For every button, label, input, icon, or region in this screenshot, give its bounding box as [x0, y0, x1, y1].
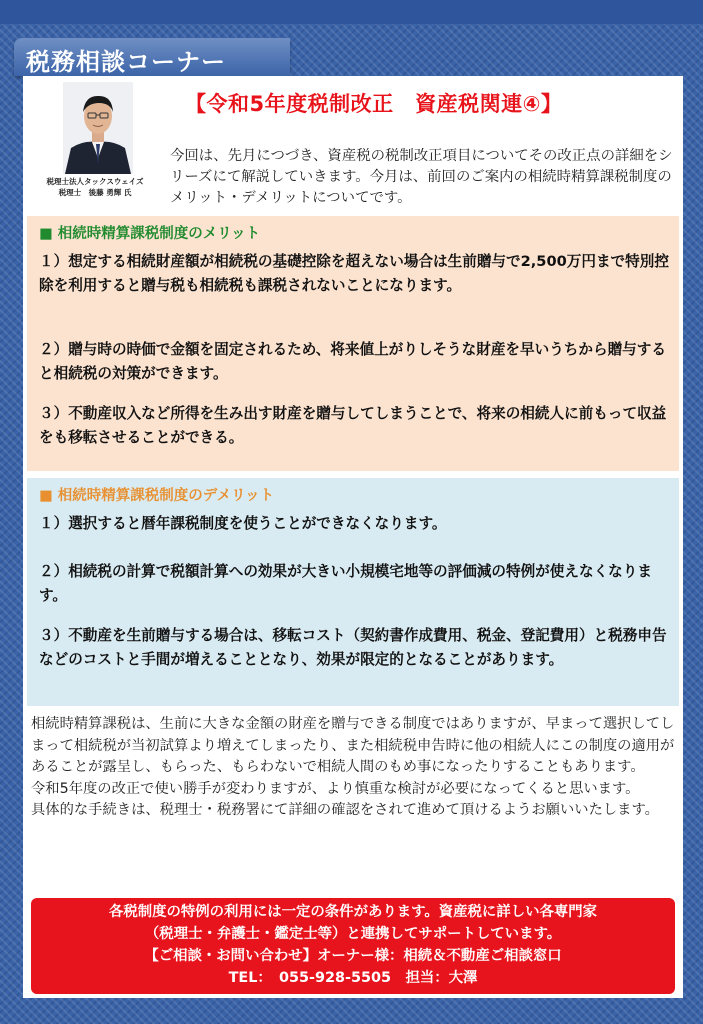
contact-line: （税理士・弁護士・鑑定士等）と連携してサポートしています。: [144, 926, 562, 942]
article-panel: [23, 76, 683, 998]
merit-item: ３）不動産収入など所得を生み出す財産を贈与してしまうことで、将来の相続人に前もって収益をも移転させることができる。: [39, 405, 667, 446]
merit-box: [27, 216, 679, 471]
summary-text: [31, 714, 679, 822]
demerit-box: [27, 478, 679, 706]
author-company: 税理士法人タックスウェイズ: [46, 177, 144, 186]
demerit-item: ２）相続税の計算で税額計算への効果が大きい小規模宅地等の評価減の特例が使えなくなります。: [39, 563, 652, 604]
contact-line: 【ご相談・お問い合わせ】オーナー様：相続＆不動産ご相談窓口: [144, 948, 562, 964]
section-header-label: 税務相談コーナー: [26, 48, 226, 76]
contact-box: [31, 898, 675, 994]
author-name: 税理士 後藤 勇輝 氏: [58, 188, 132, 197]
article-title: 【令和5年度税制改正 資産税関連④】: [185, 92, 563, 116]
section-header-tab: [14, 38, 290, 76]
intro-text: 今回は、先月につづき、資産税の税制改正項目についてその改正点の詳細をシリーズにて解説していきます。今月は、前回のご案内の相続時精算課税制度のメリット・デメリットについてです。: [170, 148, 673, 206]
demerit-item: ３）不動産を生前贈与する場合は、移転コスト（契約書作成費用、税金、登記費用）と税務申告などのコストと手間が増えることとなり、効果が限定的となることがあります。: [39, 627, 667, 668]
merit-item: ２）贈与時の時価で金額を固定されるため、将来値上がりしそうな財産を早いうちから贈与すると相続税の対策ができます。: [39, 341, 666, 382]
summary-paragraph: 具体的な手続きは、税理士・税務署にて詳細の確認をされて進めて頂けるようお願いいたします。: [31, 802, 659, 818]
merit-item: １）想定する相続財産額が相続税の基礎控除を超えない場合は生前贈与で2,500万円まで特別控除を利用すると贈与税も相続税も課税されないことになります。: [39, 253, 669, 294]
author-photo: [63, 82, 133, 174]
contact-phone: TEL： 055-928-5505 担当：大澤: [228, 970, 478, 986]
demerit-heading: ■ 相続時精算課税制度のデメリット: [39, 488, 275, 504]
summary-paragraph: 令和5年度の改正で使い勝手が変わりますが、より慎重な検討が必要になってくると思います。: [31, 780, 640, 797]
demerit-item: １）選択すると暦年課税制度を使うことができなくなります。: [39, 515, 447, 532]
contact-line: 各税制度の特例の利用には一定の条件があります。資産税に詳しい各専門家: [108, 904, 598, 920]
top-band: [0, 0, 703, 24]
summary-paragraph: 相続時精算課税は、生前に大きな金額の財産を贈与できる制度ではありますが、早まって選択してしまって相続税が当初試算より増えてしまったり、また相続税申告時に他の相続人にこの制度の適用があることが露呈し、もらった、もらわないで相続人間のもめ事になったりすることもあります。: [31, 716, 675, 775]
merit-heading: ■ 相続時精算課税制度のメリット: [39, 226, 261, 242]
